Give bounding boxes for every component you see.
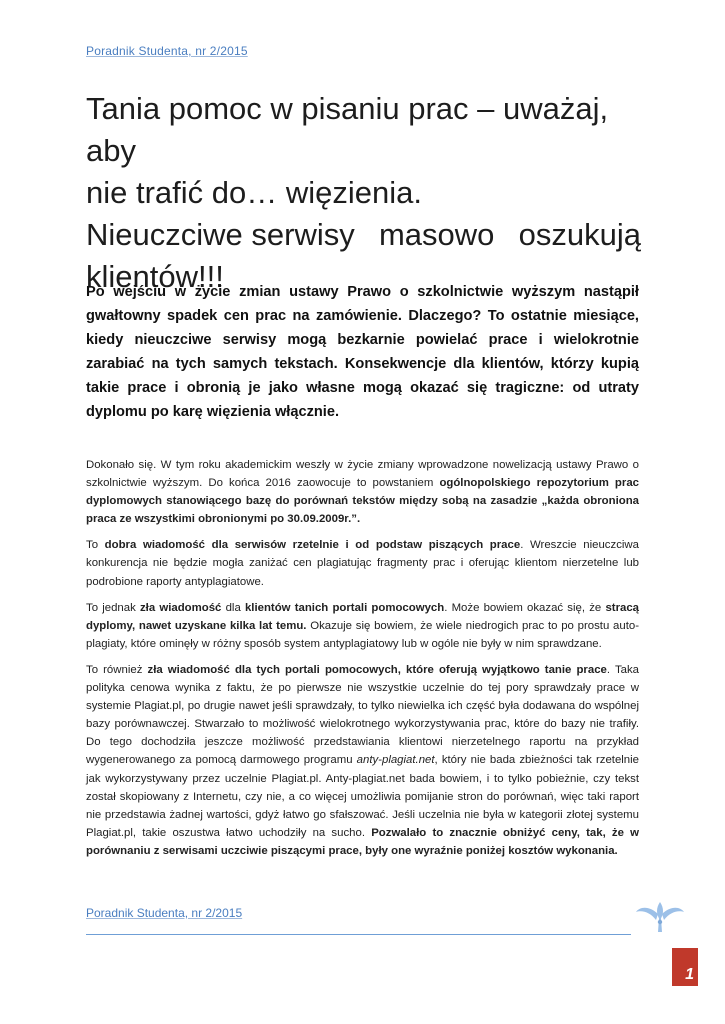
page-number: 1 <box>685 966 694 983</box>
paragraph-3-bold-d: klientów tanich portali pomocowych <box>244 601 445 614</box>
title-line-3 <box>86 214 641 256</box>
paragraph-1-text: Dokonało się. W tym roku akademickim weszły w życie zmiany wprowadzone nowelizacją ustawy Prawo o szkolnictwie wyższym. Do końca 2016 zaowocuje to powstaniem <box>86 459 639 490</box>
title-line-4: klientów!!! <box>86 259 224 294</box>
paragraph-3-text-a: To jednak <box>86 601 140 614</box>
article-body <box>86 456 639 868</box>
paragraph-4-text-e: , który nie bada zbieżności tak rzetelnie jak wykorzystywany przez uczelnie Plagiat.pl. Anty-plagiat.net bada bowiem, i to tylko pobieżnie, czy tekst został skopiowany z Internetu, czy nie, a co więcej umożliwia pomijanie stron do porównań, więc taki raport nie przedstawia żadnej wartości, gdyż łatwo go sfałszować. Jeśli uczelnia nie była w kategorii złotej systemu Plagiat.pl, takie oszustwa łatwo uchodziły na sucho. <box>86 754 640 839</box>
paragraph-1-bold: ogólnopolskiego repozytorium prac dyplomowych stanowiącego bazę do porównań tekstów między sobą na zasadzie „każda obroniona praca ze wszystkimi obronionymi po 30.09.2009r.”. <box>86 477 639 526</box>
paragraph-4-bold-b: zła wiadomość dla tych portali pomocowych, które oferują wyjątkowo tanie prace <box>147 663 607 676</box>
paragraph-4-text-c: . Taka polityka cenowa wynika z faktu, że po pierwsze nie wszystkie uczelnie do tej pory sprawdzały prace w systemie Plagiat.pl, po drugie nawet jeśli sprawdzały, to tylko niewielka ich część była dodawana do wspólnej bazy porównawczej. Stwarzało to możliwość wielokrotnego wykorzystywania prac, które do bazy nie trafiły. Do tego dochodziła jeszcze możliwość przedstawiania klientowi nierzetelnego raportu na przykład wygenerowanego za pomocą darmowego programu <box>86 663 640 767</box>
paragraph-4-bold-f: Pozwalało to znacznie obniżyć ceny, tak, że w porównaniu z serwisami uczciwie piszącymi prace, były one wyraźnie poniżej kosztów wykonania. <box>86 826 639 857</box>
paragraph-2-text-c: . Wreszcie nieuczciwa konkurencja nie będzie mogła zaniżać cen plagiatując fragmenty prac i oferując klientom nierzetelne lub podrobione raporty antyplagiatowe. <box>86 539 639 588</box>
running-header: Poradnik Studenta, nr 2/2015 <box>86 44 248 58</box>
title-line-3-part-c: oszukują <box>518 217 641 252</box>
paragraph-3-bold-f: stracą dyplomy, nawet uzyskane kilka lat temu. <box>86 601 640 632</box>
paragraph-3-text-g: Okazuje się bowiem, że wiele niedrogich prac to po prostu auto-plagiaty, które ominęły w różny sposób system antyplagiatowy lub w ogóle nie były w nim sprawdzane. <box>86 619 639 650</box>
paragraph-4 <box>86 661 639 860</box>
decorative-fleur-icon <box>634 898 686 934</box>
paragraph-3 <box>86 599 639 653</box>
paragraph-1 <box>86 456 639 528</box>
footer-divider <box>86 934 631 935</box>
page-number-box <box>672 948 698 986</box>
paragraph-3-text-c: dla <box>221 601 245 614</box>
paragraph-3-text-e: . Może bowiem okazać się, że <box>444 601 606 614</box>
lead-paragraph: Po wejściu w życie zmian ustawy Prawo o szkolnictwie wyższym nastąpił gwałtowny spadek cen prac na zamówienie. Dlaczego? To ostatnie miesiące, kiedy nieuczciwe serwisy mogą bezkarnie powielać prace i wielokrotnie zarabiać na tych samych tekstach. Konsekwencje dla klientów, którzy kupią takie prace i obronią je jako własne mogą okazać się tragiczne: od utraty dyplomu po karę więzienia włącznie. <box>86 284 639 420</box>
paragraph-2 <box>86 536 639 590</box>
running-footer: Poradnik Studenta, nr 2/2015 <box>86 906 243 920</box>
paragraph-4-text-a: To również <box>86 663 148 676</box>
article-title <box>86 88 641 298</box>
paragraph-2-text-a: To <box>86 539 105 552</box>
title-line-3-part-a: Nieuczciwe serwisy <box>86 217 355 252</box>
paragraph-3-bold-b: zła wiadomość <box>139 601 222 614</box>
paragraph-2-bold: dobra wiadomość dla serwisów rzetelnie i od podstaw piszących prace <box>104 539 521 552</box>
title-line-2: nie trafić do… więzienia. <box>86 175 422 210</box>
paragraph-4-italic-d: anty-plagiat.net <box>356 754 435 767</box>
title-line-1: Tania pomoc w pisaniu prac – uważaj, aby <box>86 91 609 168</box>
title-line-3-part-b: masowo <box>378 217 495 252</box>
